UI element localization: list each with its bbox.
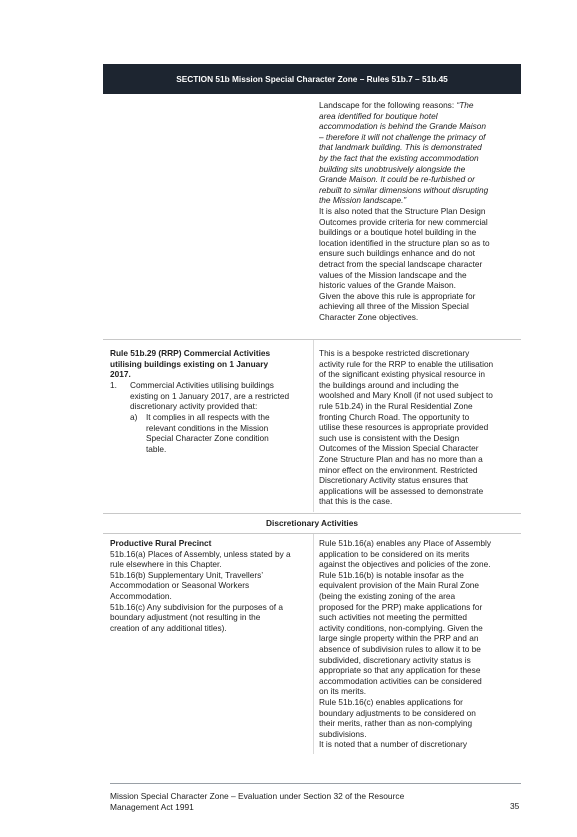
row-divider — [103, 533, 521, 534]
item-letter: a) — [130, 412, 138, 422]
italic-quote-run: the Mission landscape.” — [319, 195, 407, 206]
text-line: absence of subdivision rules to allow it to be — [319, 643, 481, 654]
text-line — [319, 312, 490, 323]
text-line: table. — [146, 443, 167, 454]
text-line: proposed for the PRP) make applications for — [319, 601, 483, 612]
text-line: on its merits. — [319, 686, 367, 697]
italic-quote-run: building sits unobtrusively alongside the — [319, 163, 466, 174]
text-line: utilising buildings existing on 1 January — [110, 358, 269, 369]
text-line: their merits, rather than as non-complying — [319, 718, 473, 729]
footer-text — [110, 791, 404, 812]
text-line: application to be considered on its merits — [319, 548, 470, 559]
text-line — [319, 259, 490, 270]
rule-51b29 — [110, 348, 310, 380]
italic-quote-run: by the fact that the existing accommodation — [319, 152, 479, 163]
text-line — [319, 206, 490, 217]
italic-quote-run: “The — [456, 100, 474, 110]
row2-explanation — [319, 348, 493, 507]
text-line: of the significant existing physical resource in — [319, 369, 486, 380]
text-line: It is noted that a number of discretionary — [319, 739, 468, 750]
text-line: It complies in all respects with the — [146, 412, 270, 422]
row-divider — [103, 339, 521, 340]
italic-quote-run: area identified for boutique hotel — [319, 110, 438, 121]
text-line: Discretionary Activity status ensures that — [319, 475, 468, 486]
text-line: that this is the case. — [319, 496, 393, 507]
row1-explanation — [319, 100, 490, 322]
italic-quote-run: rebuilt to similar dimensions without disrupting — [319, 184, 489, 195]
text-line: 51b.16(c) Any subdivision for the purposes of a — [110, 601, 283, 612]
text-line: 51b.16(b) Supplementary Unit, Travellers’ — [110, 569, 264, 580]
text-line: existing on 1 January 2017, are a restricted — [130, 390, 290, 401]
text-line — [319, 301, 490, 312]
text-line: boundary adjustments to be considered on — [319, 707, 476, 718]
page-number: 35 — [510, 801, 520, 811]
text-line: Special Character Zone condition — [146, 433, 269, 444]
footer-line: Management Act 1991 — [110, 801, 194, 812]
precinct-rules — [110, 549, 291, 634]
text-line — [319, 217, 490, 228]
precinct-heading: Productive Rural Precinct — [110, 538, 212, 548]
text-run: Landscape for the following reasons: — [319, 100, 457, 110]
text-line — [319, 153, 490, 164]
text-line: Rule 51b.29 (RRP) Commercial Activities — [110, 348, 271, 358]
text-line — [319, 164, 490, 175]
text-run: ensure such buildings enhance and do not — [319, 248, 475, 259]
text-line: 51b.16(a) Places of Assembly, unless stated by a — [110, 548, 291, 559]
text-line — [319, 174, 490, 185]
text-line: Outcomes of the Mission Special Character — [319, 443, 479, 454]
text-line: equivalent provision of the Main Rural Zone — [319, 580, 480, 591]
text-line — [319, 132, 490, 143]
text-line: boundary adjustment (not resulting in the — [110, 612, 261, 623]
text-line: creation of any additional titles). — [110, 622, 227, 633]
text-line: relevant conditions in the Mission — [146, 422, 269, 433]
rule-heading — [110, 348, 310, 380]
text-line: Rule 51b.16(c) enables applications for — [319, 696, 463, 707]
text-line: appropriate so that any application for these — [319, 665, 481, 676]
text-line: large single property within the PRP and an — [319, 633, 479, 644]
italic-quote-run: that landmark building. This is demonstrated — [319, 142, 482, 153]
productive-rural-precinct — [110, 538, 291, 633]
text-line: Rule 51b.16(b) is notable insofar as the — [319, 569, 464, 580]
text-line — [319, 238, 490, 249]
italic-quote-run: – therefore it will not challenge the primacy of — [319, 131, 486, 142]
text-line — [319, 248, 490, 259]
section-title: SECTION 51b Mission Special Character Zone – Rules 51b.7 – 51b.45 — [176, 74, 448, 84]
text-line — [319, 121, 490, 132]
text-line — [319, 111, 490, 122]
column-divider — [313, 340, 314, 512]
text-line: the buildings around and including the — [319, 379, 459, 390]
item-number: 1. — [110, 380, 117, 390]
text-run: values of the Mission landscape and the — [319, 269, 467, 280]
footer-line: Mission Special Character Zone – Evaluation under Section 32 of the Resource — [110, 791, 405, 801]
text-run: It is also noted that the Structure Plan Design — [319, 205, 486, 216]
text-line — [319, 100, 490, 111]
text-line: Zone Structure Plan and has no more than a — [319, 453, 483, 464]
text-run: Character Zone objectives. — [319, 311, 419, 322]
text-run: Given the above this rule is appropriate for — [319, 290, 476, 301]
italic-quote-run: accommodation is behind the Grande Maison — [319, 121, 486, 132]
text-line: 2017. — [110, 369, 131, 380]
section-header — [103, 64, 521, 94]
text-line: such use is consistent with the Design — [319, 432, 460, 443]
text-line: against the objectives and policies of the zone. — [319, 559, 491, 570]
text-line: rule elsewhere in this Chapter. — [110, 559, 222, 570]
text-line: subdivisions. — [319, 728, 367, 739]
text-run: buildings or a boutique hotel building in the — [319, 227, 477, 238]
text-line — [319, 270, 490, 281]
text-line: This is a bespoke restricted discretionary — [319, 348, 470, 358]
text-run: achieving all three of the Mission Special — [319, 301, 469, 312]
text-line: fronting Church Road. The opportunity to — [319, 411, 470, 422]
text-line — [319, 280, 490, 291]
text-line: discretionary activity provided that: — [130, 401, 258, 412]
text-line: applications will be assessed to demonstrate — [319, 485, 484, 496]
text-line: minor effect on the environment. Restricted — [319, 464, 478, 475]
text-line: utilise these resources is appropriate provided — [319, 422, 489, 433]
footer-rule — [110, 783, 521, 784]
text-line: such activities not meeting the permitted — [319, 612, 468, 623]
text-line: activity conditions, non-complying. Given the — [319, 622, 483, 633]
italic-quote-run: Grande Maison. It could be re-furbished or — [319, 174, 475, 185]
text-line: Accommodation or Seasonal Workers — [110, 580, 250, 591]
text-line: rule 51b.24) in the Rural Residential Zone — [319, 400, 473, 411]
text-line — [319, 195, 490, 206]
text-run: detract from the special landscape character — [319, 258, 483, 269]
text-line: Accommodation. — [110, 590, 172, 601]
text-line — [319, 291, 490, 302]
text-line: activity rule for the RRP to enable the utilisation — [319, 358, 494, 369]
text-line: Rule 51b.16(a) enables any Place of Assembly — [319, 538, 492, 548]
item-text — [130, 380, 289, 412]
text-line: Commercial Activities utilising buildings — [130, 380, 274, 390]
discretionary-heading: Discretionary Activities — [266, 518, 358, 528]
text-line: accommodation activities can be considered — [319, 675, 482, 686]
text-line — [319, 142, 490, 153]
text-line: (being the existing zoning of the area — [319, 590, 456, 601]
text-line: subdivided, discretionary activity status is — [319, 654, 471, 665]
item-text — [146, 412, 270, 454]
row3-explanation — [319, 538, 491, 750]
text-line — [319, 227, 490, 238]
text-line: woolshed and Mary Knoll (if not used subject to — [319, 390, 493, 401]
text-line — [319, 185, 490, 196]
text-run: Outcomes provide criteria for new commercial — [319, 216, 488, 227]
text-run: historic values of the Grande Maison. — [319, 280, 456, 291]
text-run: location identified in the structure plan so as to — [319, 237, 490, 248]
column-divider — [313, 534, 314, 754]
